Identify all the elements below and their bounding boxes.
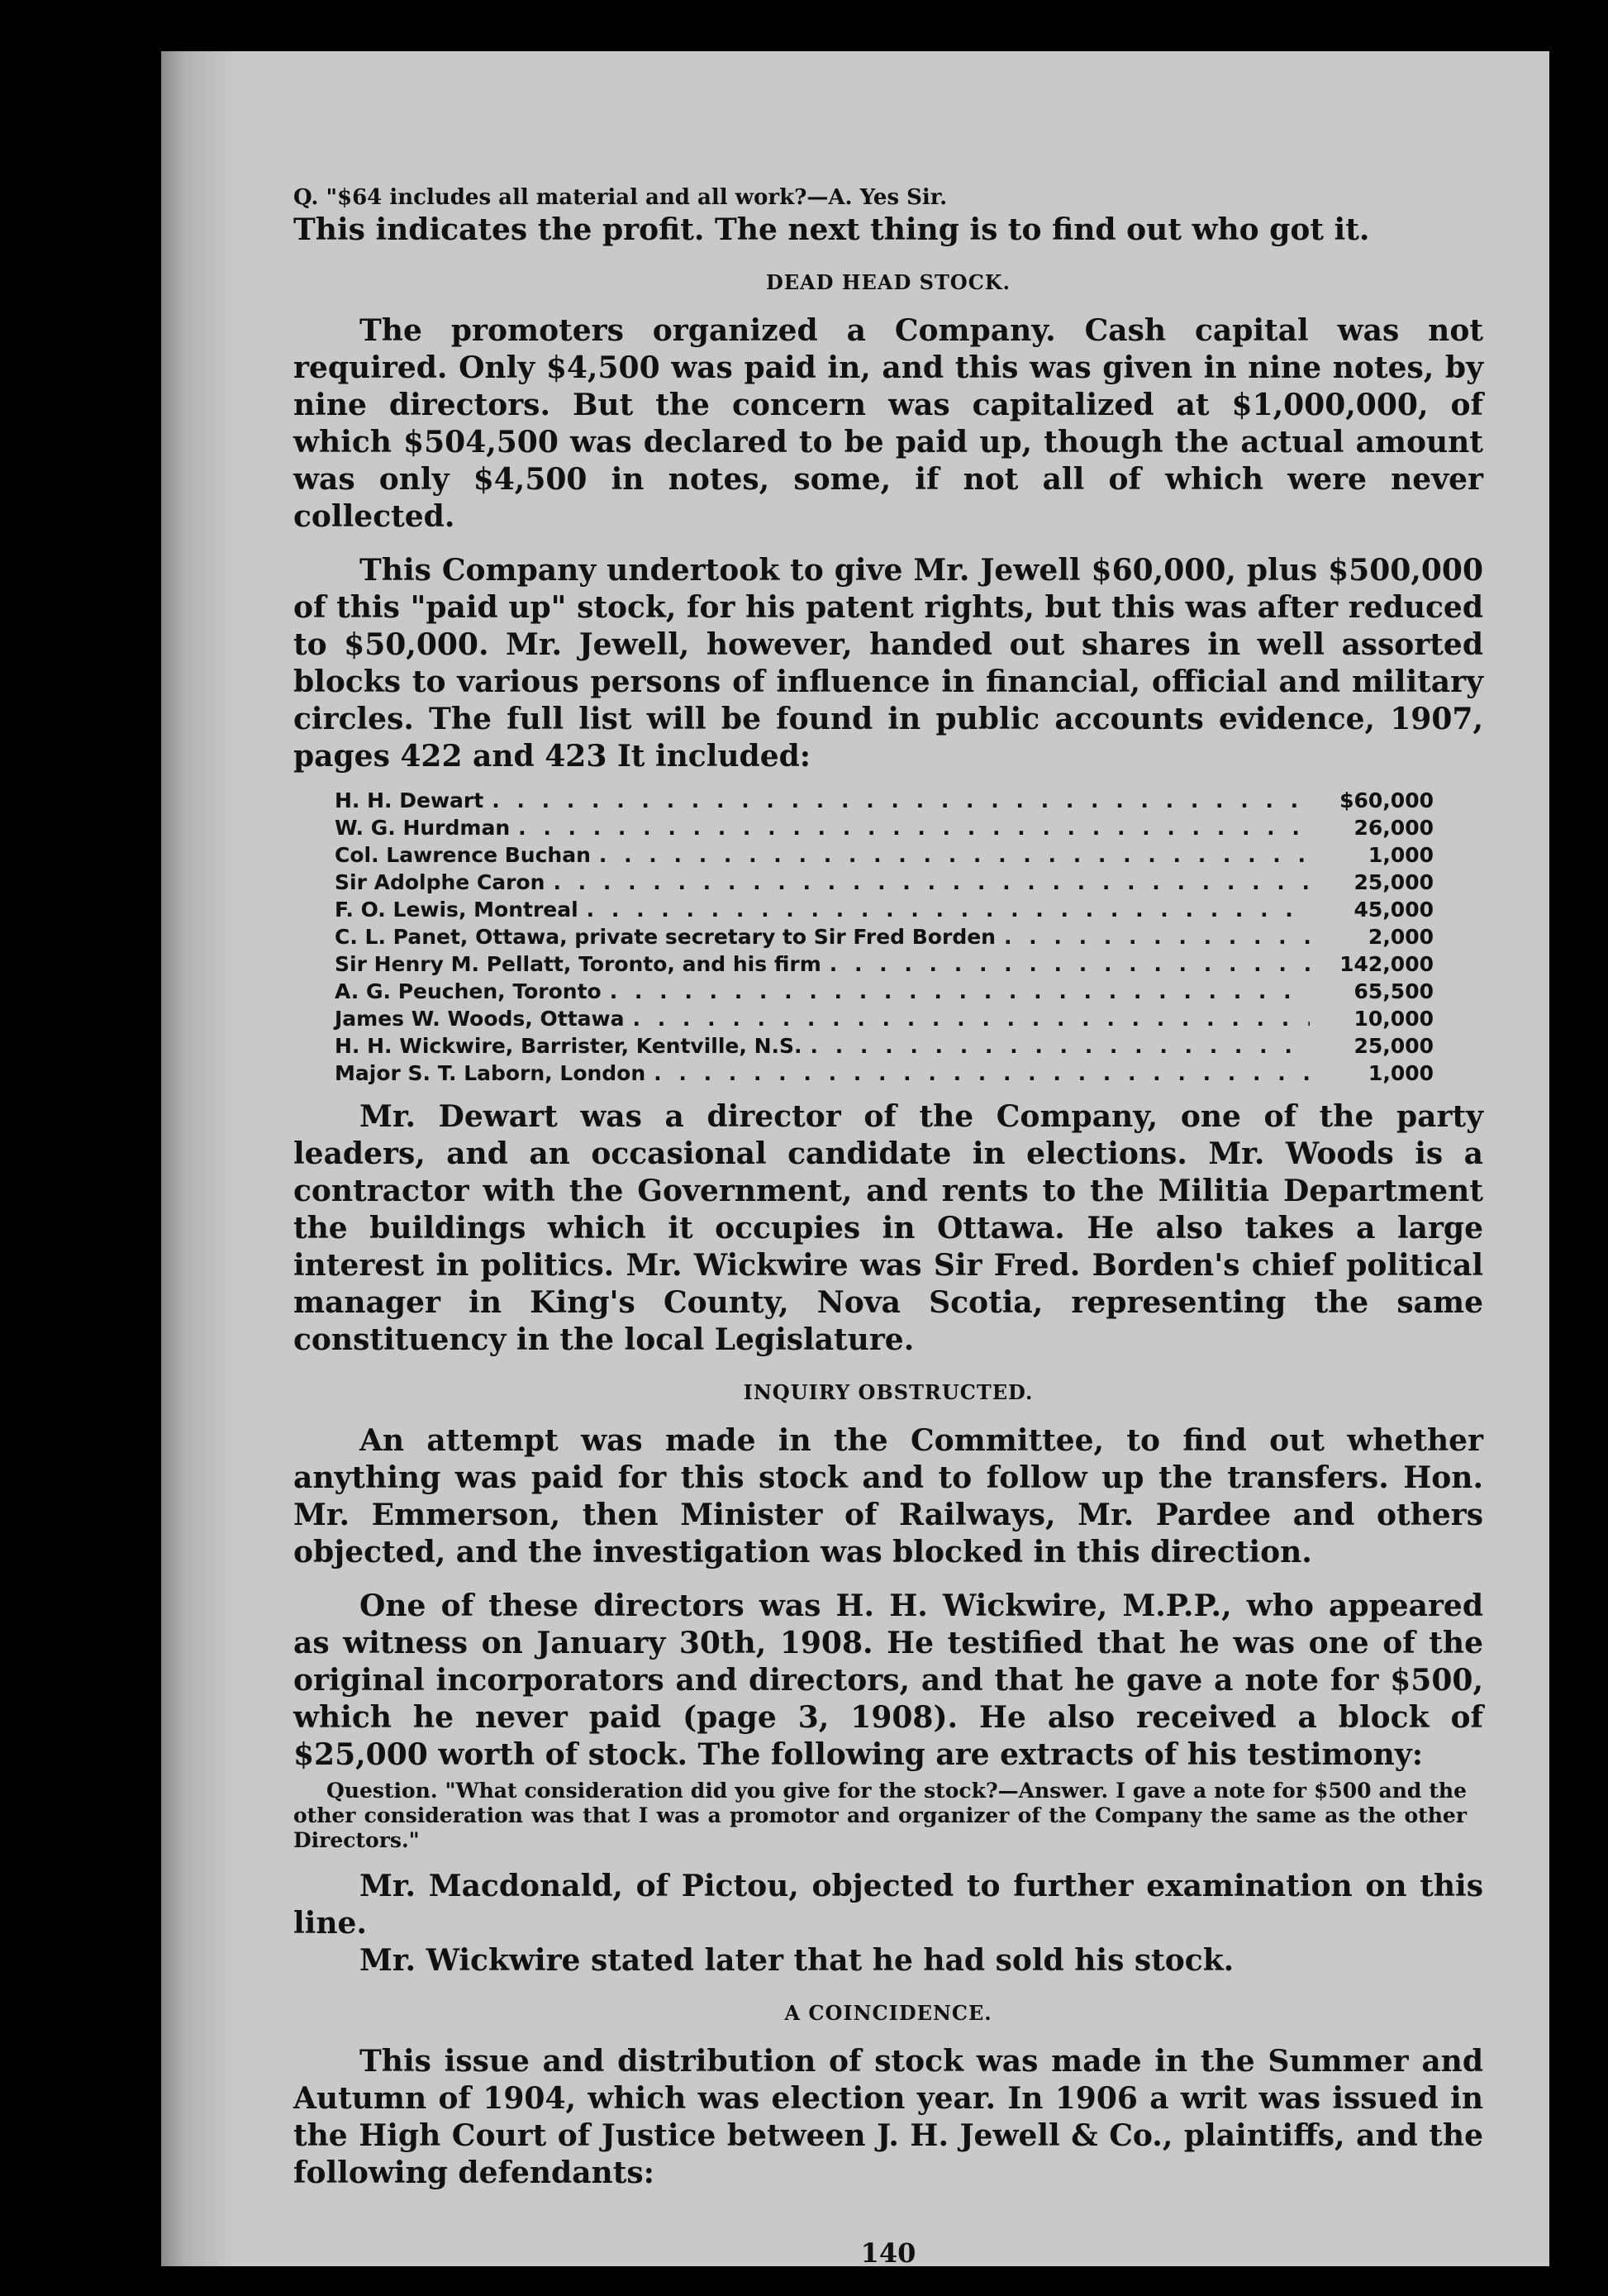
shareholder-amount: 25,000 xyxy=(1353,870,1434,894)
shareholder-row xyxy=(335,869,1434,896)
shareholder-name: F. O. Lewis, Montreal xyxy=(335,898,578,922)
shareholder-name: H. H. Wickwire, Barrister, Kentville, N.S. xyxy=(335,1034,802,1058)
shareholder-amount: 26,000 xyxy=(1353,816,1434,840)
shareholder-amount: 65,500 xyxy=(1353,979,1434,1003)
shareholder-name: Major S. T. Laborn, London xyxy=(335,1061,646,1085)
shareholder-amount: 25,000 xyxy=(1353,1034,1434,1058)
line-macdonald: Mr. Macdonald, of Pictou, objected to further examination on this line. xyxy=(293,1869,1483,1941)
shareholder-amount: 1,000 xyxy=(1368,1061,1434,1085)
shareholder-name: James W. Woods, Ottawa xyxy=(335,1007,625,1031)
page-text xyxy=(293,183,1483,2269)
shareholder-row xyxy=(335,787,1434,814)
shareholder-row xyxy=(335,1005,1434,1032)
shareholder-row xyxy=(335,950,1434,978)
line-wickwire-sold: Mr. Wickwire stated later that he had sold his stock. xyxy=(359,1943,1235,1978)
dot-leader xyxy=(633,1005,1310,1032)
dot-leader xyxy=(1004,923,1310,950)
paragraph-attempt: An attempt was made in the Committee, to find out whether anything was paid for this stock and to follow up the transfers. Hon. Mr. Emmerson, then Minister of Railways, Mr. Pardee and others objected, and the investigation was blocked in this direction. xyxy=(293,1423,1483,1570)
dot-leader xyxy=(811,1032,1310,1060)
dot-leader xyxy=(654,1060,1310,1087)
paragraph-company: This Company undertook to give Mr. Jewell $60,000, plus $500,000 of this "paid up" stock, for his patent rights, but this was after reduced to $50,000. Mr. Jewell, however, handed out shares in well assorted blocks to various persons of influence in financial, official and military circles. The full list will be found in public accounts evidence, 1907, pages 422 and 423 It included: xyxy=(293,553,1483,774)
shareholder-name: H. H. Dewart xyxy=(335,788,484,812)
shareholder-name: W. G. Hurdman xyxy=(335,816,511,840)
shareholder-amount: 142,000 xyxy=(1339,952,1434,976)
shareholder-row xyxy=(335,923,1434,950)
testimony-quote: Question. "What consideration did you give for the stock?—Answer. I gave a note for $500 and the other consideration was that I was a promotor and organizer of the Company the same as the other Directors." xyxy=(293,1779,1467,1852)
shareholder-amount: 45,000 xyxy=(1353,898,1434,922)
paragraph-issue: This issue and distribution of stock was made in the Summer and Autumn of 1904, which was election year. In 1906 a writ was issued in the High Court of Justice between J. H. Jewell & Co., plaintiffs, and the following defendants: xyxy=(293,2044,1483,2190)
dot-leader xyxy=(599,841,1310,869)
shareholder-list xyxy=(335,787,1434,1087)
dot-leader xyxy=(587,896,1310,923)
shareholder-row xyxy=(335,896,1434,923)
shareholder-row xyxy=(335,1060,1434,1087)
shareholder-name: Sir Adolphe Caron xyxy=(335,870,545,894)
shareholder-name: Col. Lawrence Buchan xyxy=(335,843,591,867)
document-page xyxy=(161,51,1549,2269)
shareholder-amount: 1,000 xyxy=(1368,843,1434,867)
heading-dead-head-stock: DEAD HEAD STOCK. xyxy=(765,270,1011,294)
qa-excerpt: Q. "$64 includes all material and all work?—A. Yes Sir. xyxy=(293,185,948,210)
shareholder-amount: 10,000 xyxy=(1353,1007,1434,1031)
shareholder-amount: 2,000 xyxy=(1368,925,1434,949)
heading-coincidence: A COINCIDENCE. xyxy=(784,2001,992,2025)
paragraph-promoters: The promoters organized a Company. Cash capital was not required. Only $4,500 was paid in, and this was given in nine notes, by nine directors. But the concern was capitalized at $1,000,000, of which $504,500 was declared to be paid up, though the actual amount was only $4,500 in notes, some, if not all of which were never collected. xyxy=(293,313,1483,534)
dot-leader xyxy=(610,978,1310,1005)
page-number: 140 xyxy=(860,2237,916,2269)
shareholder-name: Sir Henry M. Pellatt, Toronto, and his firm xyxy=(335,952,821,976)
heading-inquiry-obstructed: INQUIRY OBSTRUCTED. xyxy=(743,1380,1034,1404)
shareholder-name: A. G. Peuchen, Toronto xyxy=(335,979,602,1003)
paragraph-directors: One of these directors was H. H. Wickwire, M.P.P., who appeared as witness on January 30th, 1908. He testified that he was one of the original incorporators and directors, and that he gave a note for $500, which he never paid (page 3, 1908). He also received a block of $25,000 worth of stock. The following are extracts of his testimony: xyxy=(293,1589,1483,1772)
shareholder-row xyxy=(335,1032,1434,1060)
shareholder-amount: $60,000 xyxy=(1339,788,1434,812)
dot-leader xyxy=(553,869,1310,896)
profit-line: This indicates the profit. The next thing is to find out who got it. xyxy=(293,212,1370,247)
dot-leader xyxy=(492,787,1310,814)
shareholder-row xyxy=(335,841,1434,869)
paragraph-dewart: Mr. Dewart was a director of the Company, one of the party leaders, and an occasional candidate in elections. Mr. Woods is a contractor with the Government, and rents to the Militia Department the buildings which it occupies in Ottawa. He also takes a large interest in politics. Mr. Wickwire was Sir Fred. Borden's chief political manager in King's County, Nova Scotia, representing the same constituency in the local Legislature. xyxy=(293,1099,1483,1357)
shareholder-row xyxy=(335,814,1434,841)
shareholder-name: C. L. Panet, Ottawa, private secretary to Sir Fred Borden xyxy=(335,925,996,949)
dot-leader xyxy=(518,814,1310,841)
dot-leader xyxy=(830,950,1310,978)
shareholder-row xyxy=(335,978,1434,1005)
